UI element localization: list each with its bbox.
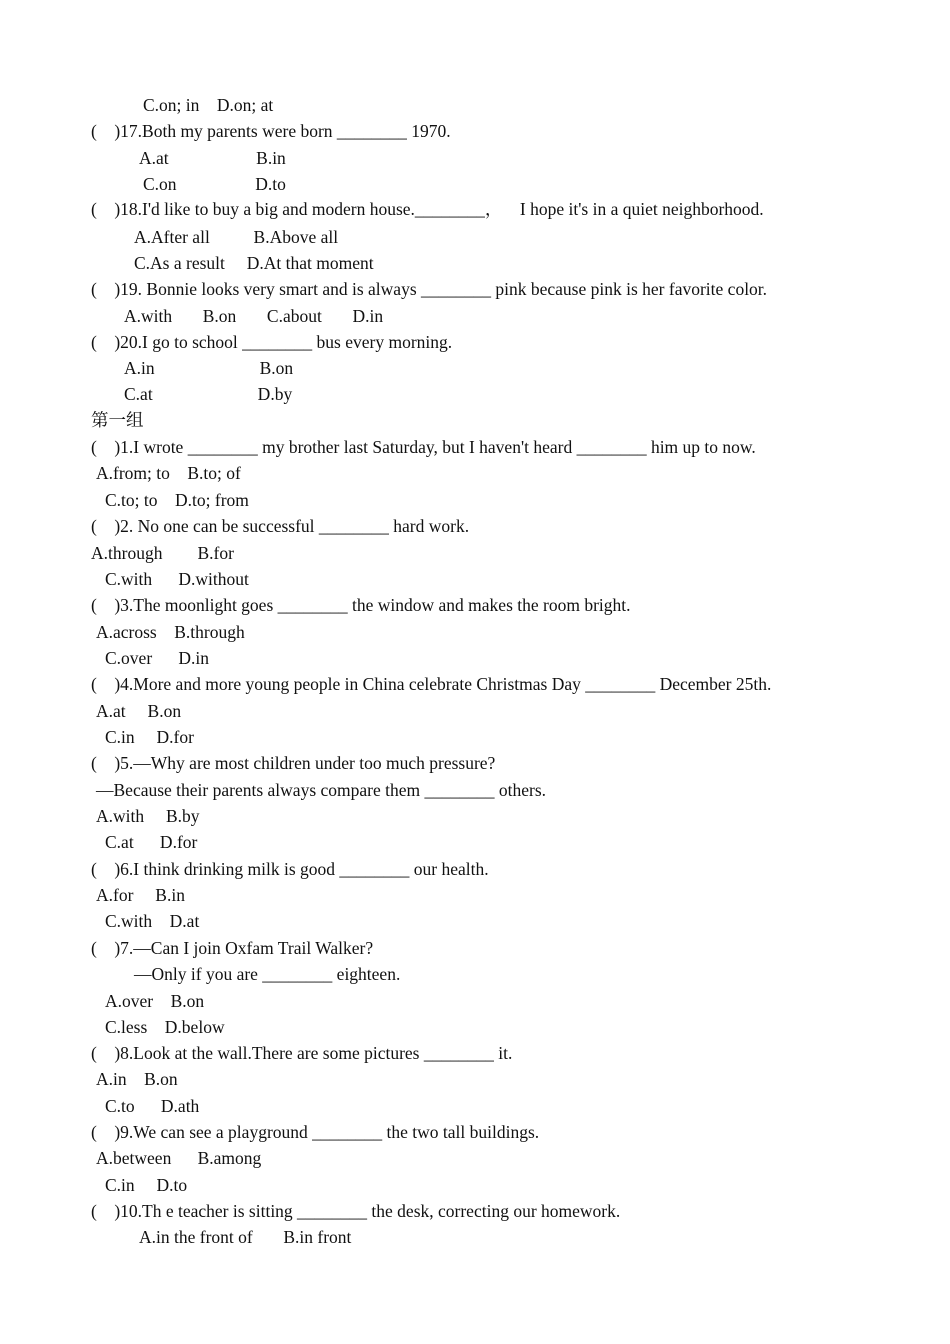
answer-options-8-cd: C.to D.ath: [105, 1096, 200, 1116]
question-17: ( )17.Both my parents were born ________ 1970.: [91, 121, 451, 141]
question-6: ( )6.I think drinking milk is good ________ our health.: [91, 859, 489, 879]
question-19: ( )19. Bonnie looks very smart and is always ________ pink because pink is her favorite color.: [91, 279, 768, 299]
question-5: ( )5.—Why are most children under too much pressure?: [91, 753, 496, 773]
answer-options-4-cd: C.in D.for: [105, 727, 194, 747]
answer-options-16-cd: C.on; in D.on; at: [143, 95, 274, 115]
answer-options-2-ab: A.through B.for: [91, 543, 234, 563]
answer-options-2-cd: C.with D.without: [105, 569, 249, 589]
answer-options-6-cd: C.with D.at: [105, 911, 200, 931]
question-3: ( )3.The moonlight goes ________ the window and makes the room bright.: [91, 595, 631, 615]
answer-options-20-cd: C.at D.by: [124, 384, 293, 404]
question-7: ( )7.—Can I join Oxfam Trail Walker?: [91, 938, 374, 958]
answer-options-1-ab: A.from; to B.to; of: [96, 463, 241, 483]
answer-options-6-ab: A.for B.in: [96, 885, 185, 905]
question-18: ( )18.I'd like to buy a big and modern house.________， I hope it's in a quiet neighborhood.: [91, 199, 764, 219]
answer-options-9-cd: C.in D.to: [105, 1175, 188, 1195]
answer-options-20-ab: A.in B.on: [124, 358, 294, 378]
answer-options-9-ab: A.between B.among: [96, 1148, 262, 1168]
answer-options-8-ab: A.in B.on: [96, 1069, 178, 1089]
answer-options-5-cd: C.at D.for: [105, 832, 198, 852]
question-20: ( )20.I go to school ________ bus every morning.: [91, 332, 453, 352]
question-4: ( )4.More and more young people in China celebrate Christmas Day ________ December 25th.: [91, 674, 772, 694]
answer-options-10-ab: A.in the front of B.in front: [139, 1227, 352, 1247]
question-9: ( )9.We can see a playground ________ the two tall buildings.: [91, 1122, 540, 1142]
answer-options-17-cd: C.on D.to: [143, 174, 286, 194]
answer-options-19: A.with B.on C.about D.in: [124, 306, 384, 326]
question-5-response: —Because their parents always compare them ________ others.: [96, 780, 547, 800]
answer-options-3-ab: A.across B.through: [96, 622, 245, 642]
answer-options-4-ab: A.at B.on: [96, 701, 182, 721]
answer-options-3-cd: C.over D.in: [105, 648, 210, 668]
answer-options-7-cd: C.less D.below: [105, 1017, 225, 1037]
section-heading: 第一组: [91, 410, 144, 430]
question-2: ( )2. No one can be successful ________ hard work.: [91, 516, 470, 536]
answer-options-1-cd: C.to; to D.to; from: [105, 490, 249, 510]
answer-options-18-cd: C.As a result D.At that moment: [134, 253, 374, 273]
answer-options-17-ab: A.at B.in: [139, 148, 286, 168]
question-1: ( )1.I wrote ________ my brother last Saturday, but I haven't heard ________ him up to now.: [91, 437, 756, 457]
answer-options-7-ab: A.over B.on: [105, 991, 205, 1011]
answer-options-18-ab: A.After all B.Above all: [134, 227, 339, 247]
answer-options-5-ab: A.with B.by: [96, 806, 200, 826]
question-8: ( )8.Look at the wall.There are some pictures ________ it.: [91, 1043, 513, 1063]
question-7-response: —Only if you are ________ eighteen.: [134, 964, 401, 984]
question-10: ( )10.Th e teacher is sitting ________ the desk, correcting our homework.: [91, 1201, 621, 1221]
